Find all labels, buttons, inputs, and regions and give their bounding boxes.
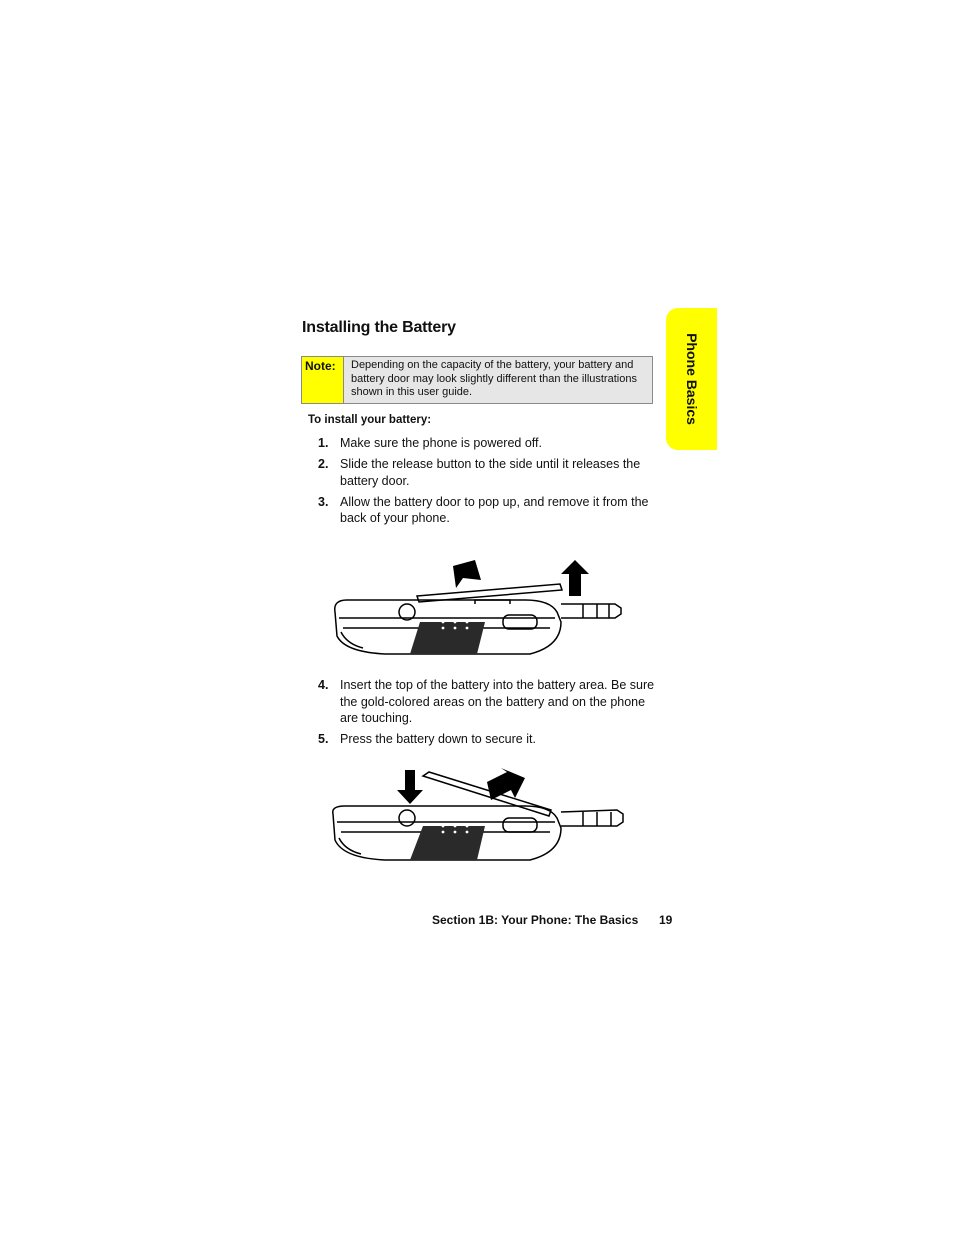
page-heading: Installing the Battery — [302, 319, 456, 336]
list-item — [318, 494, 658, 527]
step-number: 3. — [318, 494, 329, 509]
step-number: 2. — [318, 457, 329, 471]
step-text: Allow the battery door to pop up, and remove it from the back of your phone. — [340, 494, 649, 525]
step-number: 4. — [318, 678, 329, 692]
step-text: Make sure the phone is powered off. — [340, 436, 542, 450]
step-text: Insert the top of the battery into the battery area. Be sure the gold-colored areas on the battery and on the phone are touching. — [340, 678, 655, 725]
steps-list-b — [318, 677, 658, 752]
step-number: 1. — [318, 436, 329, 450]
list-item — [318, 731, 658, 748]
battery-insertion-illustration — [325, 768, 631, 864]
steps-list-a — [318, 435, 658, 531]
procedure-title: To install your battery: — [308, 414, 432, 426]
section-side-tab — [666, 308, 717, 450]
step-text: Press the battery down to secure it. — [340, 732, 536, 746]
list-item — [318, 677, 658, 727]
list-item — [318, 456, 658, 489]
footer-section-title: Section 1B: Your Phone: The Basics — [432, 913, 639, 927]
page-number: 19 — [659, 913, 673, 927]
step-number: 5. — [318, 732, 329, 746]
note-label: Note: — [302, 357, 344, 403]
step-text: Slide the release button to the side until it releases the battery door. — [340, 457, 641, 488]
side-tab-label: Phone Basics — [683, 333, 700, 425]
battery-removal-illustration — [325, 560, 631, 660]
list-item — [318, 435, 658, 452]
note-text: Depending on the capacity of the battery, your battery and battery door may look slightly different than the illustrations shown in this user guide. — [351, 359, 637, 398]
note-box — [301, 356, 653, 404]
